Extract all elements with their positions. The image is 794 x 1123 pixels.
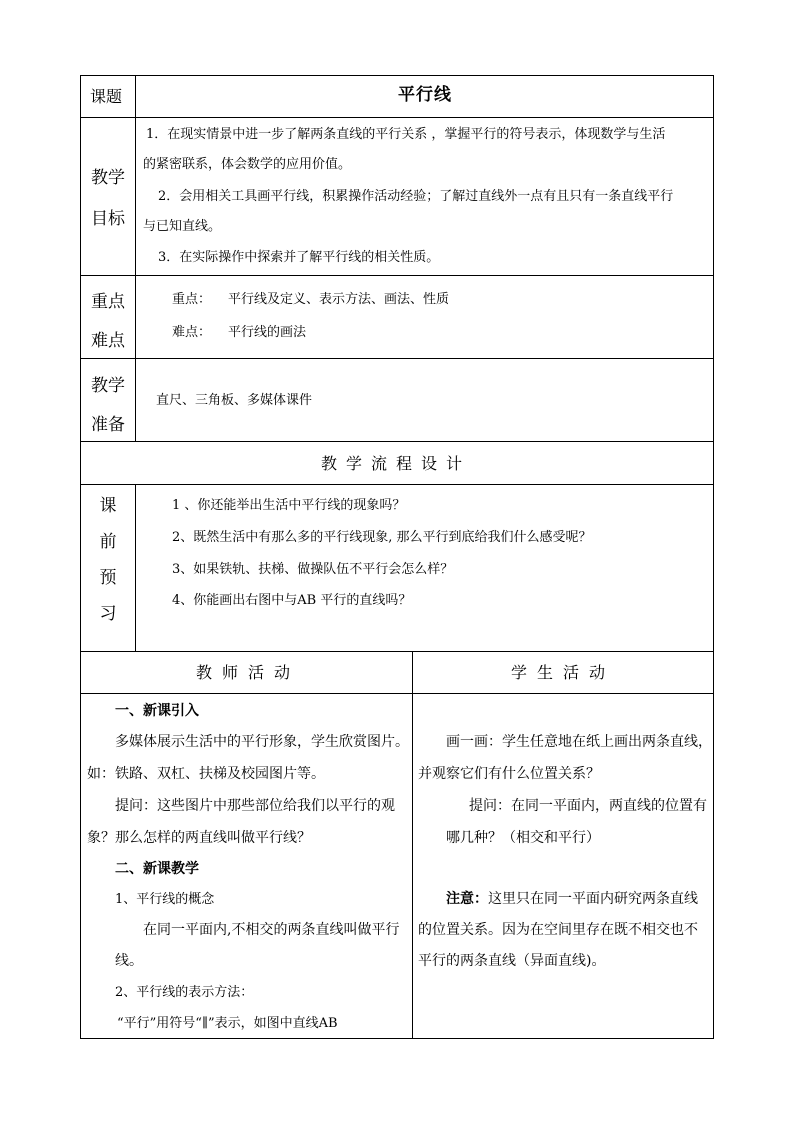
row-divider xyxy=(80,441,714,442)
student-line: 画一画：学生任意地在纸上画出两条直线， xyxy=(446,734,712,750)
section-heading: 一、新课引入 xyxy=(115,703,199,719)
flow-title: 教学流程设计 xyxy=(321,454,472,473)
lesson-plan-table xyxy=(80,75,714,1039)
goal-line: 1．在现实情景中进一步了解两条直线的平行关系 ，掌握平行的符号表示，体现数学与生活 xyxy=(146,127,666,142)
preview-item: 1 、你还能举出生活中平行线的现象吗？ xyxy=(172,498,406,513)
teacher-line: 2、平行线的表示方法： xyxy=(115,985,254,1000)
teacher-activity-header: 教师活动 xyxy=(196,663,301,682)
prep-value: 直尺、三角板、多媒体课件 xyxy=(156,393,313,408)
row-divider xyxy=(80,484,714,485)
note-label: 注意： xyxy=(446,891,488,907)
teacher-line: 如：铁路、双杠、扶梯及校园图片等。 xyxy=(87,766,325,782)
teacher-line: 在同一平面内,不相交的两条直线叫做平行 xyxy=(143,922,400,938)
col-divider xyxy=(412,651,413,1039)
row-divider xyxy=(80,358,714,359)
topic-label: 课题 xyxy=(90,87,123,106)
goal-line: 的紧密联系，体会数学的应用价值。 xyxy=(143,157,352,172)
teacher-line: 多媒体展示生活中的平行形象，学生欣赏图片。 xyxy=(115,734,409,750)
preview-item: 4、你能画出右图中与AB 平行的直线吗？ xyxy=(172,593,412,608)
row-divider xyxy=(80,75,714,76)
difficulty-label: 难点： xyxy=(172,325,212,340)
teacher-line: “平行”用符号“∥”表示，如图中直线AB xyxy=(117,1016,338,1031)
row-divider xyxy=(80,693,714,694)
row-divider xyxy=(80,1038,714,1039)
goals-label: 教学 目标 xyxy=(91,168,125,229)
student-activity-header: 学生活动 xyxy=(511,663,616,682)
row-divider xyxy=(80,117,714,118)
preview-label: 课 前 预 习 xyxy=(99,496,117,624)
row-divider xyxy=(80,275,714,276)
key-point-value: 平行线及定义、表示方法、画法、性质 xyxy=(228,292,450,307)
student-line: 并观察它们有什么位置关系？ xyxy=(418,766,600,782)
student-line: 哪几种？（相交和平行） xyxy=(446,830,600,846)
goal-line: 3．在实际操作中探索并了解平行线的相关性质。 xyxy=(158,250,440,265)
goal-line: 与已知直线。 xyxy=(143,219,222,234)
student-line: 的位置关系。因为在空间里存在既不相交也不 xyxy=(418,922,698,938)
preview-item: 3、如果铁轨、扶梯、做操队伍不平行会怎么样？ xyxy=(172,562,454,577)
goal-line: 2．会用相关工具画平行线，积累操作活动经验；了解过直线外一点有且只有一条直线平行 xyxy=(158,189,674,204)
page-title: 平行线 xyxy=(398,85,452,105)
teacher-line: 1、平行线的概念 xyxy=(115,892,215,907)
student-line: 这里只在同一平面内研究两条直线 xyxy=(488,891,698,907)
teacher-line: 线。 xyxy=(115,953,143,969)
teacher-line: 象？那么怎样的两直线叫做平行线？ xyxy=(87,830,311,846)
key-point-label: 重点： xyxy=(172,292,212,307)
col-divider xyxy=(713,75,714,1039)
teacher-line: 提问：这些图片中那些部位给我们以平行的观 xyxy=(115,798,395,814)
col-divider xyxy=(135,75,136,441)
key-label: 重点 难点 xyxy=(91,292,125,351)
prep-label: 教学 准备 xyxy=(91,376,125,435)
student-line: 平行的两条直线（异面直线)。 xyxy=(418,953,606,969)
difficulty-value: 平行线的画法 xyxy=(228,325,307,340)
student-line: 提问：在同一平面内，两直线的位置有 xyxy=(469,798,707,814)
row-divider xyxy=(80,651,714,652)
section-heading: 二、新课教学 xyxy=(115,861,199,877)
preview-item: 2、既然生活中有那么多的平行线现象, 那么平行到底给我们什么感受呢？ xyxy=(172,530,592,545)
col-divider xyxy=(135,484,136,651)
